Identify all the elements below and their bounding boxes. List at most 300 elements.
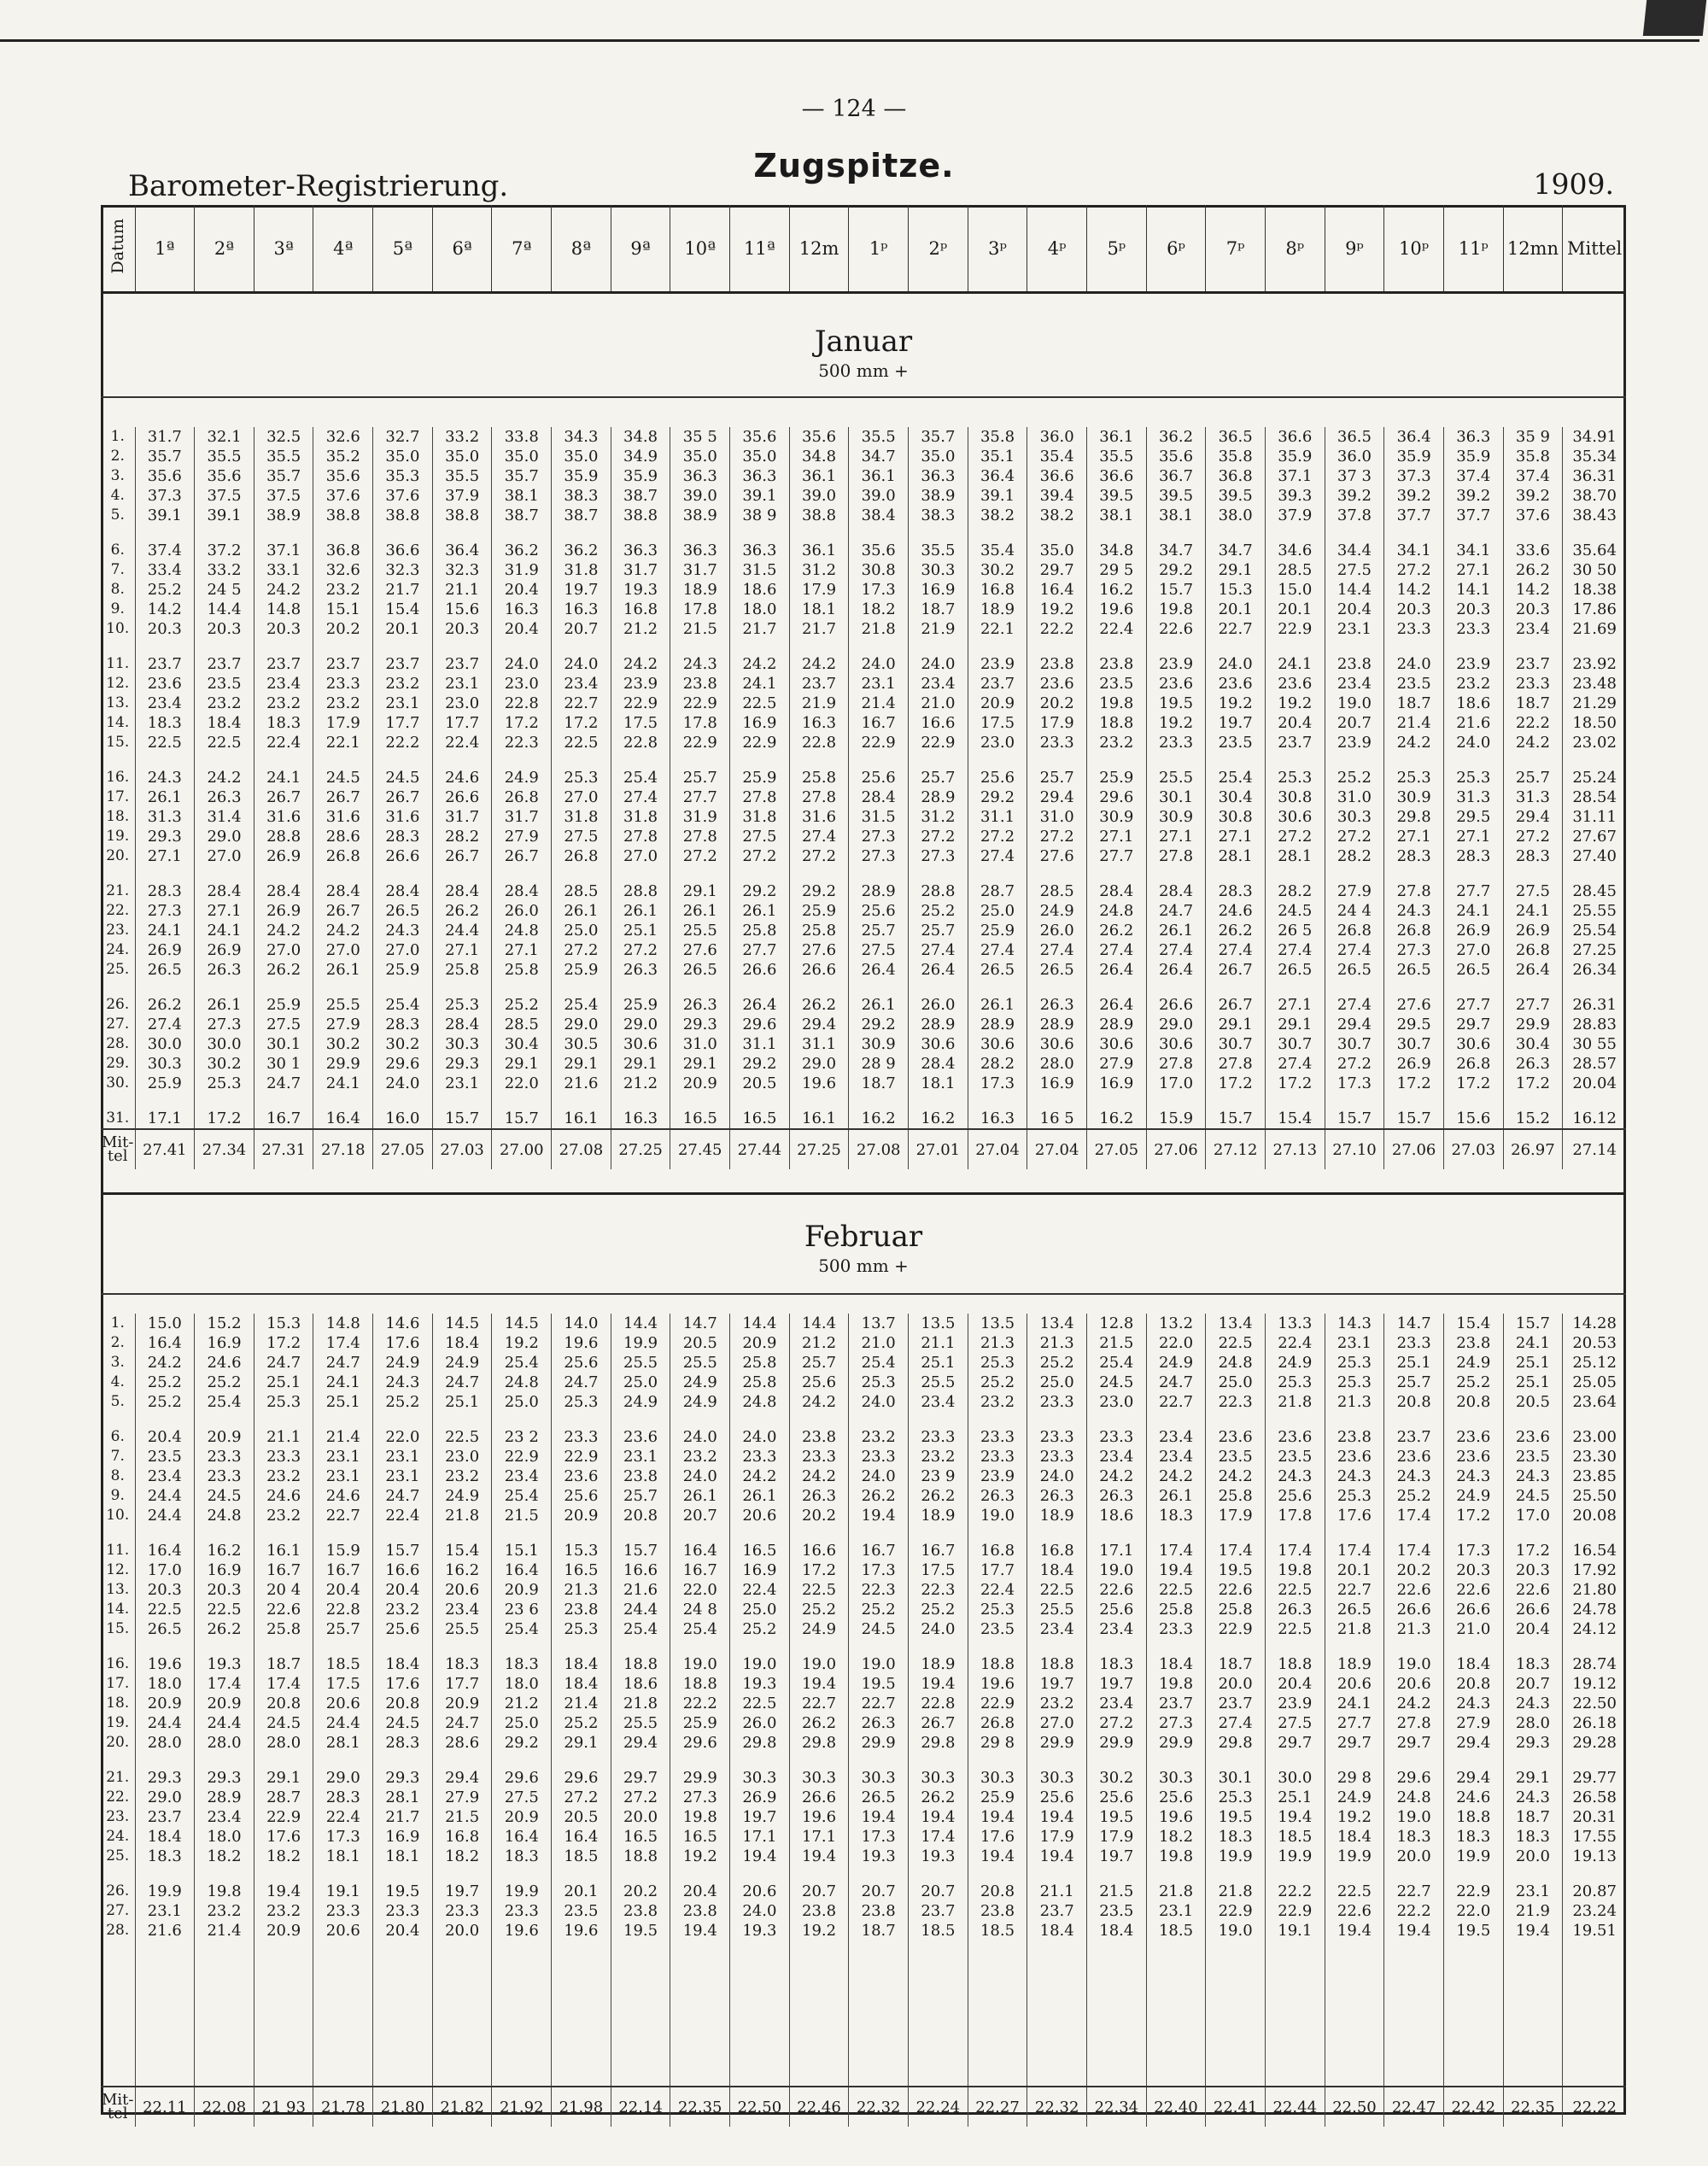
cell-value: 20.2 [1384,1560,1444,1580]
cell-value: 28.9 [849,881,909,901]
daily-mean: 30 50 [1572,561,1617,579]
gap-cell [909,980,968,995]
day-label: 26. [101,995,135,1015]
gap-cell [1027,752,1087,768]
cell-value: 24.3 [670,654,730,674]
cell-value: 24.5 [1503,1486,1563,1506]
cell-value: 24.9 [1146,1353,1206,1373]
gap-cell [1087,1941,1147,2087]
cell-value: 25.3 [552,768,611,787]
cell-value: 25.2 [195,1373,254,1392]
cell-value: 27.3 [670,1788,730,1807]
cell-value: 29.4 [1503,807,1563,827]
cell-value: 27.8 [670,827,730,846]
daily-mean: 16.54 [1572,1542,1617,1560]
cell-value: 24.3 [1265,1466,1325,1486]
gap-cell [670,1525,730,1541]
table-row [101,1807,1626,1827]
cell-value: 22.7 [552,694,611,713]
cell-value: 26.5 [135,1619,195,1639]
cell-value: 27.3 [849,827,909,846]
cell-value: 21.1 [909,1333,968,1353]
table-row [101,733,1626,752]
table-row [101,1541,1626,1560]
cell-value: 21.2 [611,1074,670,1093]
cell-value: 17.2 [195,1109,254,1129]
daily-mean: 18.38 [1572,581,1617,599]
cell-value: 19.3 [611,580,670,600]
cell-value: 35.8 [968,427,1027,447]
cell-value: 30 1 [254,1054,313,1074]
gap-cell [1384,1093,1444,1109]
cell-value: 26.2 [1206,921,1266,940]
cell-value: 17.2 [1206,1074,1266,1093]
cell-value: 30.3 [909,560,968,580]
gap-cell [195,525,254,541]
cell-value: 16.8 [1027,1541,1087,1560]
cell-value: 30.3 [968,1768,1027,1788]
cell-value: 15.7 [1325,1109,1384,1129]
gap-cell [789,639,849,654]
cell-value: 20.9 [254,1921,313,1941]
gap-cell [849,1753,909,1768]
cell-value: 18.4 [1325,1827,1384,1847]
gap-cell [101,525,135,541]
cell-value: 18.1 [373,1847,433,1866]
cell-value: 21.3 [552,1580,611,1600]
day-label: 8. [101,1466,135,1486]
cell-value: 17.1 [789,1827,849,1847]
cell-value: 17.4 [1384,1541,1444,1560]
cell-value: 19.4 [1265,1807,1325,1827]
cell-value: 17.4 [909,1827,968,1847]
day-label: 16. [101,1654,135,1674]
cell-value: 19.6 [552,1333,611,1353]
cell-value: 28.7 [254,1788,313,1807]
cell-value: 26.7 [254,787,313,807]
day-label: 10. [101,1506,135,1525]
cell-value: 25.8 [1146,1600,1206,1619]
row-gap [101,1412,1626,1427]
cell-value: 24.9 [670,1392,730,1412]
gap-cell [1384,980,1444,995]
cell-value: 30.7 [1206,1034,1266,1054]
cell-value: 27.4 [968,846,1027,866]
cell-value: 20 4 [254,1580,313,1600]
cell-value: 23.8 [1325,654,1384,674]
cell-value: 16.8 [432,1827,492,1847]
cell-value: 27.8 [730,787,790,807]
cell-value: 27.0 [1443,940,1503,960]
cell-value: 25.4 [195,1392,254,1412]
cell-value: 24.1 [1265,654,1325,674]
gap-cell [849,1639,909,1654]
cell-value: 24.4 [313,1713,373,1733]
gap-cell [849,1093,909,1109]
cell-value: 36.4 [432,541,492,560]
cell-value: 22.5 [789,1580,849,1600]
cell-value: 24.7 [1146,901,1206,921]
cell-value: 25.2 [552,1713,611,1733]
hourly-mean: 21.80 [373,2087,433,2127]
cell-value: 24.3 [1384,901,1444,921]
table-row [101,901,1626,921]
cell-value: 26.5 [135,960,195,980]
month-januar [101,325,1626,381]
cell-value: 30.0 [1265,1768,1325,1788]
cell-value: 24.7 [313,1353,373,1373]
cell-value: 23.3 [1146,1619,1206,1639]
cell-value: 23.7 [1384,1427,1444,1447]
gap-cell [1206,1753,1266,1768]
cell-value: 16.8 [968,580,1027,600]
gap-cell [1265,525,1325,541]
cell-value: 35.7 [492,466,552,486]
cell-value: 23.4 [1325,674,1384,694]
day-label: 28. [101,1034,135,1054]
cell-value: 18.3 [1503,1654,1563,1674]
cell-value: 20.2 [313,619,373,639]
cell-value: 28.3 [1206,881,1266,901]
table-row [101,1034,1626,1054]
cell-value: 20.5 [552,1807,611,1827]
cell-value: 29.2 [789,881,849,901]
gap-cell [1384,1639,1444,1654]
cell-value: 23.7 [313,654,373,674]
cell-value: 19.9 [492,1882,552,1901]
gap-cell [670,1941,730,2087]
table-februar [101,1314,1626,2127]
cell-value: 33.4 [135,560,195,580]
cell-value: 35.9 [1384,447,1444,466]
header-hour: 7ᵖ [1206,205,1266,293]
gap-cell [1384,639,1444,654]
cell-value: 25.0 [968,901,1027,921]
cell-value: 18.5 [313,1654,373,1674]
cell-value: 35.5 [254,447,313,466]
cell-value: 16.1 [254,1541,313,1560]
cell-value: 20.4 [670,1882,730,1901]
table-row [101,787,1626,807]
daily-mean: 20.08 [1572,1507,1617,1525]
cell-value: 26.0 [492,901,552,921]
cell-value: 30.1 [1206,1768,1266,1788]
cell-value: 20.4 [1325,600,1384,619]
cell-value: 21.5 [432,1807,492,1827]
table-row [101,560,1626,580]
column-header [101,205,1626,294]
table-row [101,427,1626,447]
cell-value: 27.5 [1265,1713,1325,1733]
cell-value: 16.6 [611,1560,670,1580]
cell-value: 18.7 [254,1654,313,1674]
cell-value: 17.3 [1325,1074,1384,1093]
cell-value: 25.8 [1206,1600,1266,1619]
table-row [101,1882,1626,1901]
cell-value: 34.1 [1443,541,1503,560]
cell-value: 27.0 [373,940,433,960]
cell-value: 25.4 [849,1353,909,1373]
cell-value: 29.1 [670,881,730,901]
cell-value: 23.5 [1265,1447,1325,1466]
table-row [101,1373,1626,1392]
cell-value: 19.6 [789,1807,849,1827]
cell-value: 24.5 [313,768,373,787]
row-gap [101,639,1626,654]
cell-value: 15.9 [1146,1109,1206,1129]
cell-value: 17.7 [373,713,433,733]
cell-value: 17.2 [1265,1074,1325,1093]
cell-value: 38.0 [1206,506,1266,525]
cell-value: 26.8 [492,787,552,807]
gap-cell [1325,1941,1384,2087]
cell-value: 28.8 [909,881,968,901]
daily-mean: 20.87 [1572,1882,1617,1900]
cell-value: 24.9 [1443,1353,1503,1373]
cell-value: 23.8 [611,1901,670,1921]
cell-value: 32.6 [313,427,373,447]
gap-cell [1087,866,1147,881]
cell-value: 18.3 [492,1654,552,1674]
hourly-mean: 22.24 [909,2087,968,2127]
cell-value: 16.0 [373,1109,433,1129]
cell-value: 27.6 [789,940,849,960]
cell-value: 39.5 [1087,486,1147,506]
gap-cell [101,1866,135,1882]
cell-value: 26.1 [1146,1486,1206,1506]
cell-value: 23.8 [849,1901,909,1921]
header-hour: 11ᵖ [1443,205,1503,293]
daily-mean: 23.85 [1572,1467,1617,1485]
cell-value: 19.9 [135,1882,195,1901]
cell-value: 27.4 [1087,940,1147,960]
cell-value: 18.3 [1503,1827,1563,1847]
cell-value: 35.6 [730,427,790,447]
daily-mean: 24.78 [1572,1601,1617,1619]
cell-value: 13.2 [1146,1314,1206,1333]
day-label: 7. [101,1447,135,1466]
cell-value: 32.6 [313,560,373,580]
cell-value: 19.6 [968,1674,1027,1694]
cell-value: 18.6 [611,1674,670,1694]
rule [101,396,1626,398]
cell-value: 24.0 [1443,733,1503,752]
cell-value: 26.1 [195,995,254,1015]
cell-value: 21.8 [1146,1882,1206,1901]
table-row [101,654,1626,674]
cell-value: 26.0 [1027,921,1087,940]
cell-value: 33.1 [254,560,313,580]
cell-value: 25.3 [432,995,492,1015]
cell-value: 25.4 [492,1353,552,1373]
day-label: 10. [101,619,135,639]
gap-cell [373,980,433,995]
hourly-mean: 27.25 [611,1129,670,1169]
day-label: 15. [101,733,135,752]
cell-value: 17.9 [789,580,849,600]
daily-mean: 25.12 [1572,1354,1617,1372]
cell-value: 28.3 [313,1788,373,1807]
cell-value: 16.4 [492,1827,552,1847]
gap-cell [849,866,909,881]
cell-value: 29.6 [1384,1768,1444,1788]
table-row [101,1109,1626,1129]
cell-value: 31.0 [1325,787,1384,807]
hourly-mean: 22.27 [968,2087,1027,2127]
gap-cell [1503,1866,1563,1882]
cell-value: 25.6 [1087,1600,1147,1619]
cell-value: 19.2 [670,1847,730,1866]
cell-value: 31.6 [789,807,849,827]
cell-value: 27.0 [254,940,313,960]
cell-value: 35.1 [968,447,1027,466]
cell-value: 27.4 [909,940,968,960]
cell-value: 18.3 [432,1654,492,1674]
cell-value: 21.4 [849,694,909,713]
cell-value: 26.2 [1503,560,1563,580]
cell-value: 24.2 [313,921,373,940]
cell-value: 26.6 [1443,1600,1503,1619]
cell-value: 19.6 [492,1921,552,1941]
cell-value: 39.5 [1206,486,1266,506]
gap-cell [1087,1525,1147,1541]
hourly-mean: 21.82 [432,2087,492,2127]
cell-value: 28.4 [1146,881,1206,901]
cell-value: 28.8 [611,881,670,901]
cell-value: 25.4 [670,1619,730,1639]
cell-value: 26.1 [611,901,670,921]
cell-value: 26.5 [968,960,1027,980]
gap-cell [101,1941,135,2087]
table-row [101,541,1626,560]
hourly-mean: 22.42 [1443,2087,1503,2127]
cell-value: 20.3 [1503,600,1563,619]
cell-value: 17.0 [135,1560,195,1580]
day-label: 18. [101,1694,135,1713]
gap-cell [789,1941,849,2087]
cell-value: 16.5 [730,1541,790,1560]
cell-value: 16.6 [909,713,968,733]
gap-cell [432,1093,492,1109]
cell-value: 26.1 [670,1486,730,1506]
cell-value: 19.3 [730,1674,790,1694]
cell-value: 23.3 [195,1466,254,1486]
cell-value: 22.3 [909,1580,968,1600]
cell-value: 14.4 [730,1314,790,1333]
cell-value: 27.7 [1087,846,1147,866]
cell-value: 21.9 [1503,1901,1563,1921]
cell-value: 24.1 [1443,901,1503,921]
cell-value: 24.9 [432,1353,492,1373]
cell-value: 22.9 [1206,1901,1266,1921]
cell-value: 23.6 [1503,1427,1563,1447]
cell-value: 23.1 [1325,1333,1384,1353]
gap-cell [101,639,135,654]
cell-value: 25.0 [552,921,611,940]
cell-value: 26.7 [313,901,373,921]
cell-value: 23.0 [492,674,552,694]
cell-value: 28.3 [1503,846,1563,866]
cell-value: 30.4 [1503,1034,1563,1054]
cell-value: 18.2 [849,600,909,619]
cell-value: 18.4 [1443,1654,1503,1674]
cell-value: 16.1 [789,1109,849,1129]
cell-value: 36.0 [1027,427,1087,447]
cell-value: 36.1 [849,466,909,486]
cell-value: 27.1 [1443,560,1503,580]
cell-value: 25.3 [552,1392,611,1412]
cell-value: 20.7 [849,1882,909,1901]
gap-cell [968,1525,1027,1541]
gap-cell [789,1525,849,1541]
cell-value: 38.7 [611,486,670,506]
cell-value: 31.3 [1503,787,1563,807]
cell-value: 19.0 [730,1654,790,1674]
day-label: 30. [101,1074,135,1093]
cell-value: 17.4 [1206,1541,1266,1560]
cell-value: 31.5 [730,560,790,580]
cell-value: 36.3 [670,466,730,486]
gap-cell [909,525,968,541]
cell-value: 31.2 [789,560,849,580]
gap-cell [1087,1866,1147,1882]
cell-value: 18.4 [1027,1921,1087,1941]
cell-value: 26.6 [432,787,492,807]
cell-value: 35.6 [195,466,254,486]
cell-value: 26.2 [789,995,849,1015]
daily-mean: 23.64 [1572,1393,1617,1411]
cell-value: 24.6 [1443,1788,1503,1807]
cell-value: 23.5 [135,1447,195,1466]
cell-value: 30.3 [789,1768,849,1788]
cell-value: 18.7 [1503,694,1563,713]
cell-value: 23.0 [968,733,1027,752]
cell-value: 23.5 [1087,1901,1147,1921]
cell-value: 27.3 [1146,1713,1206,1733]
cell-value: 18.1 [313,1847,373,1866]
cell-value: 26.4 [849,960,909,980]
cell-value: 20.1 [373,619,433,639]
cell-value: 23.3 [373,1901,433,1921]
cell-value: 23.3 [968,1427,1027,1447]
table-row [101,1733,1626,1753]
gap-cell [730,1525,790,1541]
cell-value: 39.0 [670,486,730,506]
gap-cell [968,1941,1027,2087]
cell-value: 30.9 [1146,807,1206,827]
cell-value: 28.9 [195,1788,254,1807]
cell-value: 37.5 [254,486,313,506]
gap-cell [552,1866,611,1882]
gap-cell [313,525,373,541]
gap-cell [849,1866,909,1882]
gap-cell [1325,1866,1384,1882]
cell-value: 23.3 [909,1427,968,1447]
cell-value: 16.3 [789,713,849,733]
cell-value: 34.8 [1087,541,1147,560]
cell-value: 17.9 [1087,1827,1147,1847]
cell-value: 39.2 [1325,486,1384,506]
gap-cell [1325,1093,1384,1109]
cell-value: 24.1 [1503,901,1563,921]
gap-cell [1206,1866,1266,1882]
cell-value: 29.3 [373,1768,433,1788]
cell-value: 23.3 [432,1901,492,1921]
cell-value: 22.8 [313,1600,373,1619]
cell-value: 36.3 [670,541,730,560]
cell-value: 20.3 [254,619,313,639]
daily-mean: 25.55 [1572,902,1617,920]
